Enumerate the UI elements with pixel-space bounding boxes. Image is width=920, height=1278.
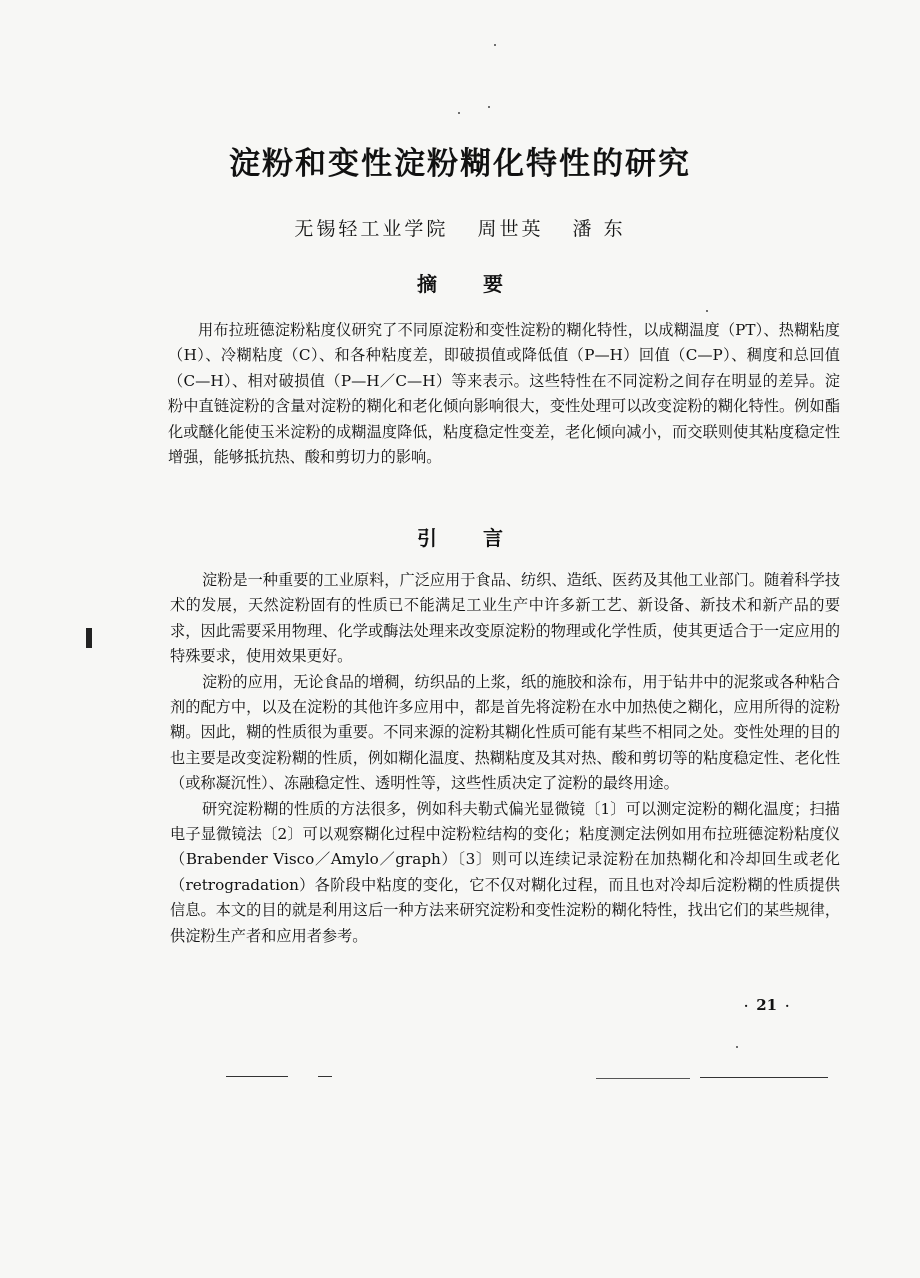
abstract-text: 用布拉班德淀粉粘度仪研究了不同原淀粉和变性淀粉的糊化特性，以成糊温度（PT）、热糊粘度（H）、冷糊粘度（C）、和各种粘度差，即破损值或降低值（P—H）回值（C—P）、稠度和总回值（C—H）、相对破损值（P—H／C—H）等来表示。这些特性在不同淀粉之间存在明显的差异。淀粉中直链淀粉的含量对淀粉的糊化和老化倾向影响很大，变性处理可以改变淀粉的糊化特性。例如酯化或醚化能使玉米淀粉的成糊温度降低，粘度稳定性变差，老化倾向减小，而交联则使其粘度稳定性增强，能够抵抗热、酸和剪切力的影响。 [168, 321, 840, 467]
scan-rule [318, 1076, 332, 1077]
paper-title: 淀粉和变性淀粉糊化特性的研究 [229, 146, 691, 182]
page-number [736, 996, 797, 1014]
page-dot-left: · [744, 999, 749, 1013]
body-paragraph: 淀粉是一种重要的工业原料，广泛应用于食品、纺织、造纸、医药及其他工业部门。随着科学技术的发展，天然淀粉固有的性质已不能满足工业生产中许多新工艺、新设备、新技术和新产品的要求，因此需要采用物理、化学或酶法处理来改变原淀粉的物理或化学性质，使其更适合于一定应用的特殊要求，使用效果更好。 [170, 571, 840, 666]
introduction-body [170, 568, 840, 949]
author-line [0, 214, 920, 241]
scan-speck [494, 44, 496, 46]
author-name: 潘 东 [572, 218, 626, 240]
scan-speck [706, 310, 708, 312]
author-name: 周世英 [477, 218, 544, 240]
scan-mark [86, 628, 92, 648]
affiliation: 无锡轻工业学院 [294, 218, 449, 240]
introduction-heading: 引言 [417, 526, 549, 550]
body-paragraph: 研究淀粉糊的性质的方法很多，例如科夫勒式偏光显微镜〔1〕可以测定淀粉的糊化温度；扫描电子显微镜法〔2〕可以观察糊化过程中淀粉粒结构的变化；粘度测定法例如用布拉班德淀粉粘度仪（Brabender Visco／Amylo／graph）〔3〕则可以连续记录淀粉在加热糊化和冷却回生或老化（retrogradation）各阶段中粘度的变化，它不仅对糊化过程，而且也对冷却后淀粉糊的性质提供信息。本文的目的就是利用这后一种方法来研究淀粉和变性淀粉的糊化特性，找出它们的某些规律，供淀粉生产者和应用者参考。 [170, 799, 840, 945]
page-number-value: 21 [756, 996, 778, 1014]
scan-speck [488, 106, 490, 108]
scan-speck [458, 112, 460, 114]
abstract-heading: 摘要 [417, 272, 549, 296]
scan-rule [596, 1078, 690, 1079]
body-paragraph: 淀粉的应用，无论食品的增稠，纺织品的上浆，纸的施胶和涂布，用于钻井中的泥浆或各种粘合剂的配方中，以及在淀粉的其他许多应用中，都是首先将淀粉在水中加热使之糊化，应用所得的淀粉糊。因此，糊的性质很为重要。不同来源的淀粉其糊化性质可能有某些不相同之处。变性处理的目的也主要是改变淀粉糊的性质，例如糊化温度、热糊粘度及其对热、酸和剪切等的粘度稳定性、老化性（或称凝沉性）、冻融稳定性、透明性等，这些性质决定了淀粉的最终用途。 [170, 672, 840, 793]
scan-rule [226, 1076, 288, 1077]
page-dot-right: · [785, 999, 790, 1013]
scan-speck [736, 1046, 738, 1048]
scan-rule [700, 1077, 828, 1078]
